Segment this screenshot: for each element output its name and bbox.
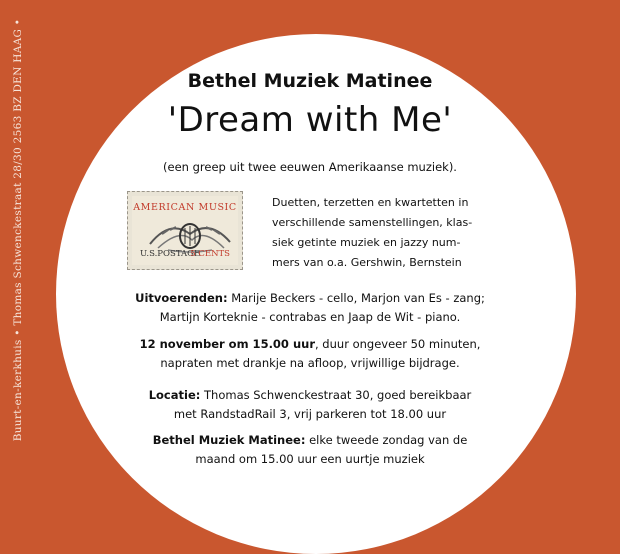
location-line-1 — [149, 385, 472, 405]
date-line-1 — [140, 334, 481, 354]
location-line-2: met RandstadRail 3, vrij parkeren tot 18.00 uur — [173, 407, 447, 421]
side-address-text: Buurt-en-kerkhuis • Thomas Schwenckestraat 28/30 2563 BZ DEN HAAG • — [12, 18, 24, 442]
american-music-stamp-image — [127, 191, 243, 270]
location-address: Thomas Schwenckestraat 30, goed bereikbaar — [200, 388, 472, 402]
description-block — [272, 193, 472, 273]
location-label: Locatie: — [148, 388, 201, 402]
series-text: elke tweede zondag van de — [305, 433, 468, 447]
performers-line-2: Martijn Korteknie - contrabas en Jaap de Wit - piano. — [159, 310, 461, 324]
description-line: Duetten, terzetten en kwartetten in — [272, 196, 469, 209]
event-subtitle: (een greep uit twee eeuwen Amerikaanse muziek). — [163, 160, 457, 174]
performers-line-1 — [135, 288, 485, 308]
duration-text: , duur ongeveer 50 minuten, — [315, 337, 481, 351]
event-date: 12 november om 15.00 uur — [139, 337, 315, 351]
description-line: verschillende samenstellingen, klas- — [272, 216, 473, 229]
stamp-postage-label: U.S.POSTAGE — [140, 249, 201, 259]
series-line-1 — [153, 430, 468, 450]
event-headline: 'Dream with Me' — [167, 100, 453, 140]
performers-text: Marije Beckers - cello, Marjon van Es - zang; — [227, 291, 485, 305]
series-line-2: maand om 15.00 uur een uurtje muziek — [195, 452, 425, 466]
performers-label: Uitvoerenden: — [135, 291, 228, 305]
event-title: Bethel Muziek Matinee — [187, 70, 433, 92]
stamp-value-label: 5 CENTS — [190, 249, 230, 259]
series-label: Bethel Muziek Matinee: — [152, 433, 306, 447]
date-line-2: napraten met drankje na afloop, vrijwillige bijdrage. — [160, 356, 460, 370]
stamp-title: AMERICAN MUSIC — [133, 202, 237, 213]
description-line: siek getinte muziek en jazzy num- — [272, 236, 461, 249]
description-line: mers van o.a. Gershwin, Bernstein — [272, 256, 462, 269]
stamp-face — [132, 196, 238, 265]
